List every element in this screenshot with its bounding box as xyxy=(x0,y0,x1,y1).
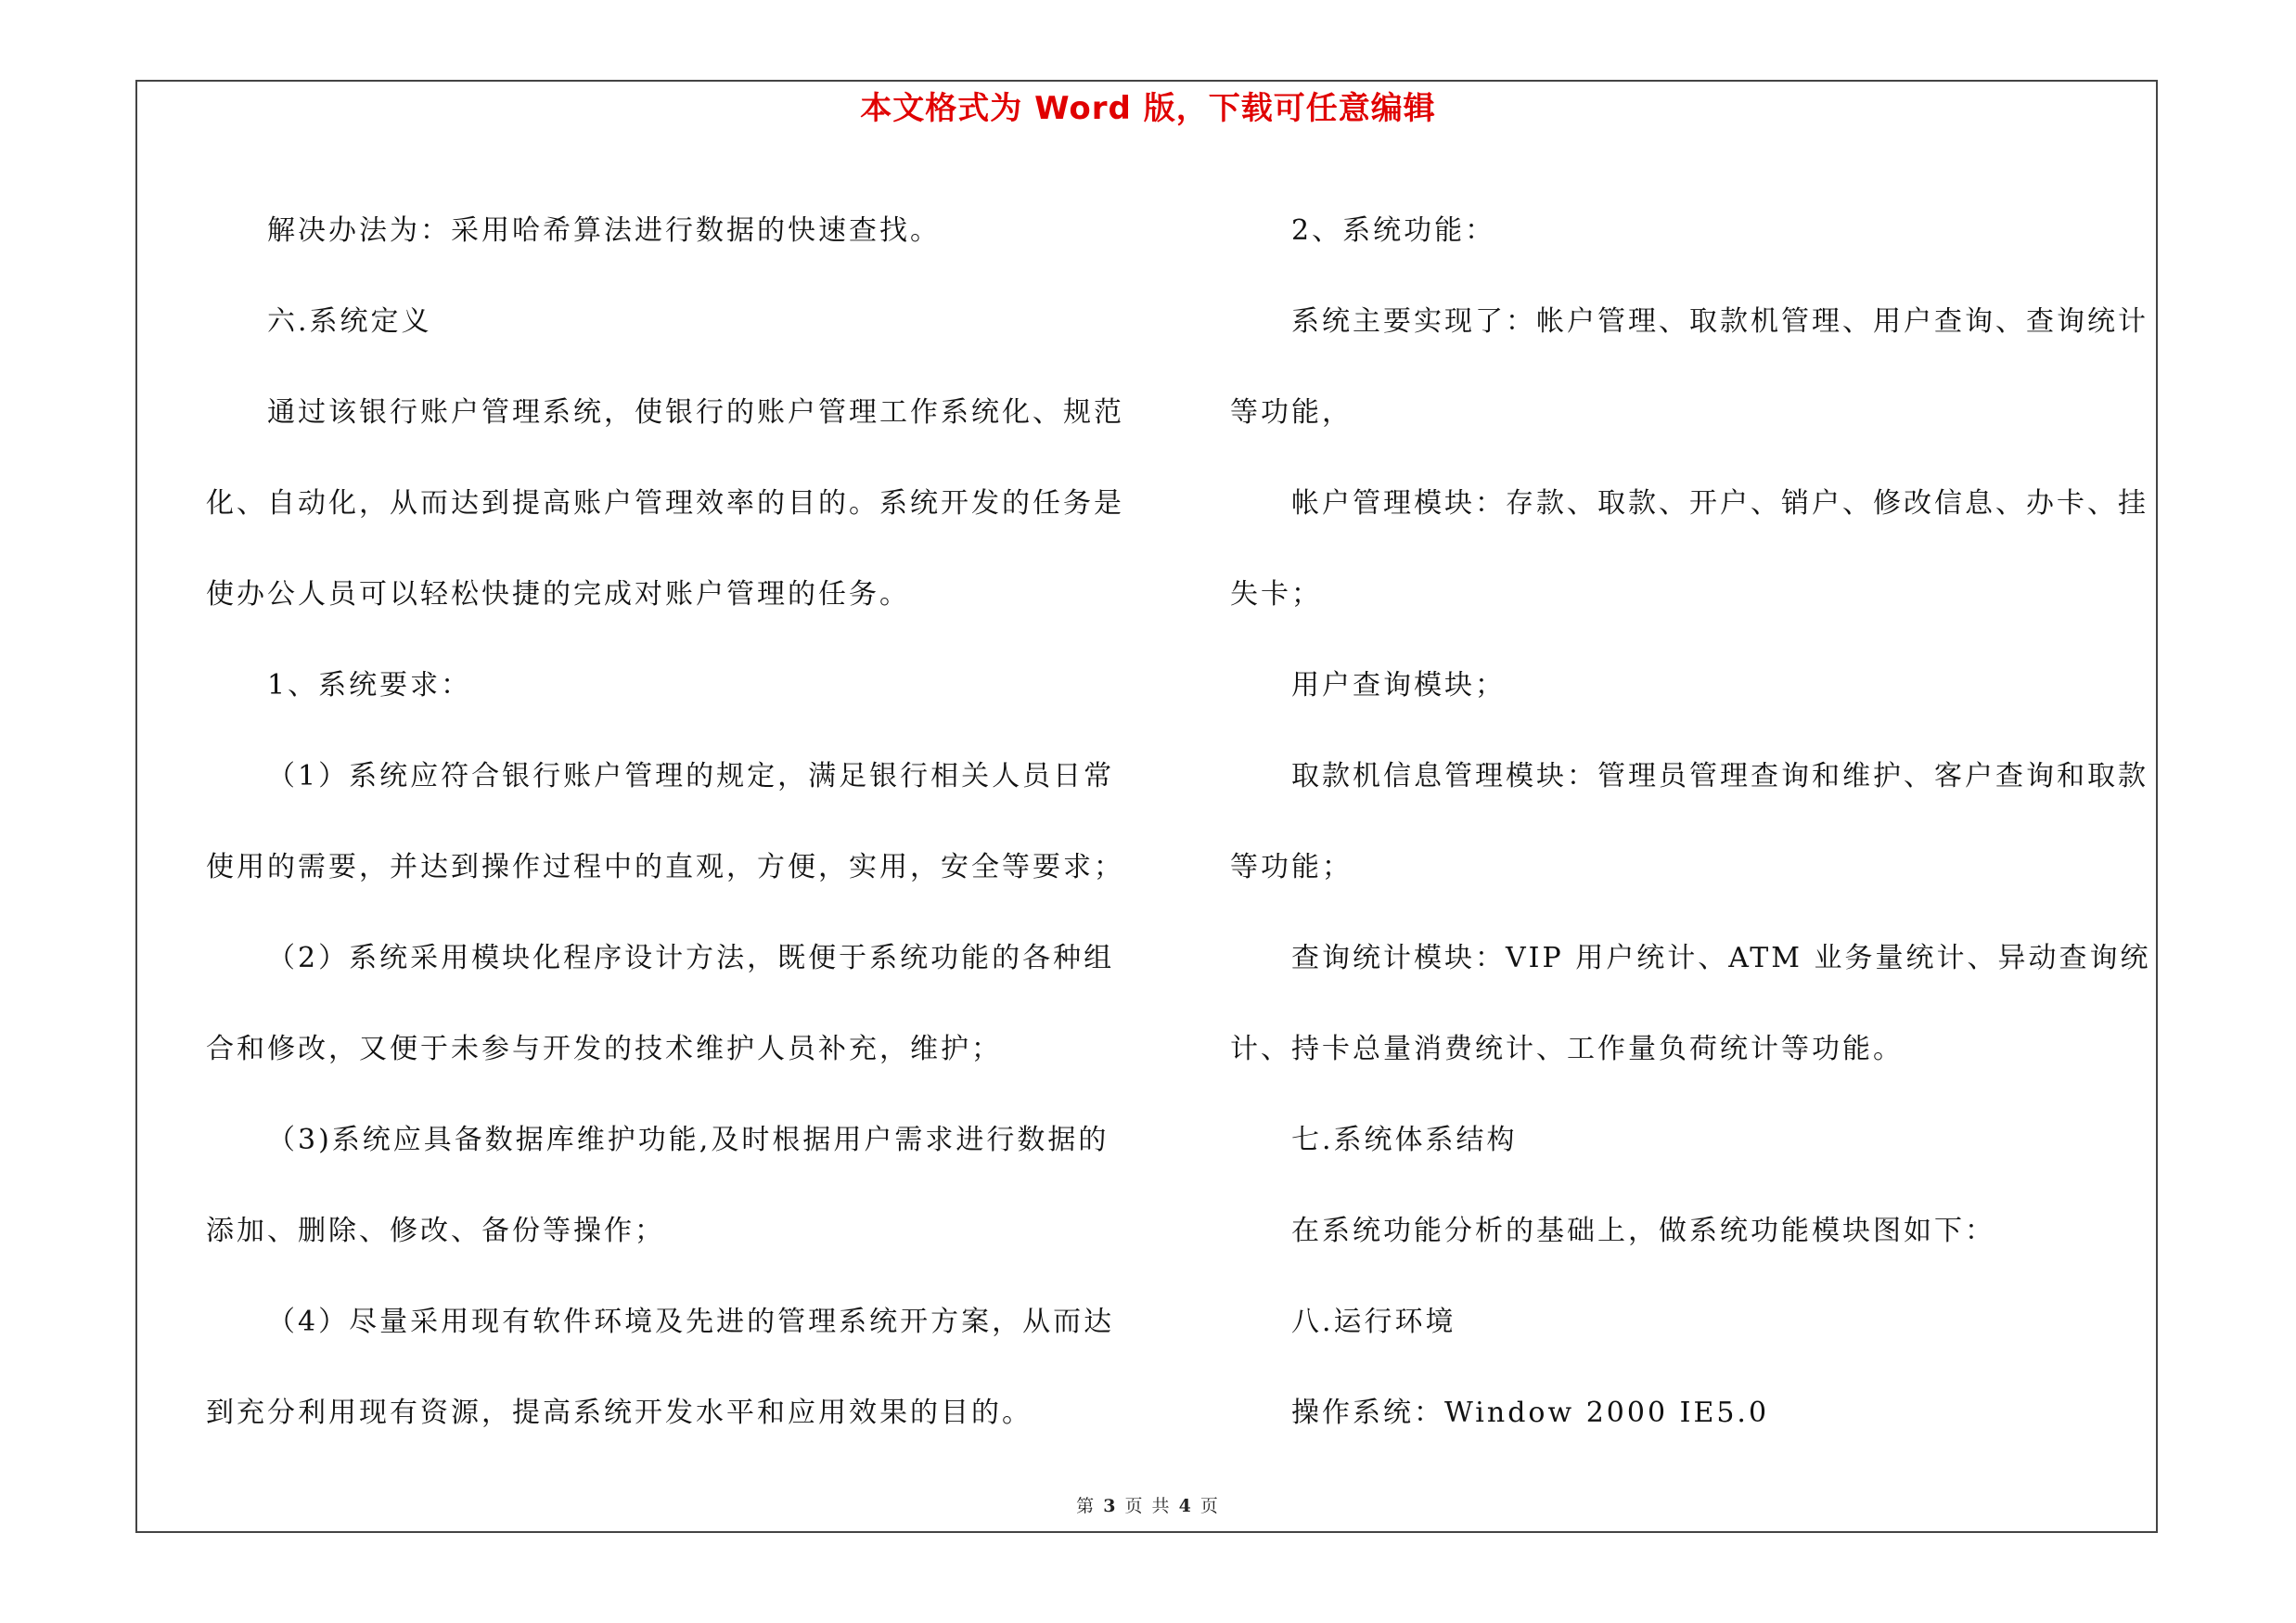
module-item: 帐户管理模块：存款、取款、开户、销户、修改信息、办卡、挂失卡； xyxy=(1230,487,2148,611)
footer-middle: 页 共 xyxy=(1124,1496,1172,1516)
section-heading: 六.系统定义 xyxy=(267,305,432,338)
section-heading: 八.运行环境 xyxy=(1291,1306,1456,1338)
requirement-item: （3)系统应具备数据库维护功能,及时根据用户需求进行数据的添加、删除、修改、备份等操作； xyxy=(206,1124,1110,1247)
paragraph: 通过该银行账户管理系统，使银行的账户管理工作系统化、规范化、自动化，从而达到提高账户管理效率的目的。系统开发的任务是使办公人员可以轻松快捷的完成对账户管理的任务。 xyxy=(206,396,1124,611)
section-heading: 七.系统体系结构 xyxy=(1291,1124,1518,1156)
paragraph: 操作系统：Window 2000 IE5.0 xyxy=(1291,1397,1770,1429)
left-column xyxy=(206,186,1134,1459)
total-pages-number: 4 xyxy=(1178,1496,1193,1516)
subsection-heading: 1、系统要求： xyxy=(267,669,472,702)
page-footer xyxy=(0,1494,2296,1518)
requirement-item: （4）尽量采用现有软件环境及先进的管理系统开方案，从而达到充分利用现有资源，提高系统开发水平和应用效果的目的。 xyxy=(206,1306,1115,1429)
subsection-heading: 2、系统功能： xyxy=(1291,214,1496,247)
paragraph: 系统主要实现了：帐户管理、取款机管理、用户查询、查询统计等功能， xyxy=(1230,305,2148,429)
module-item: 查询统计模块：VIP 用户统计、ATM 业务量统计、异动查询统计、持卡总量消费统计、工作量负荷统计等功能。 xyxy=(1230,942,2151,1065)
word-format-banner: 本文格式为 Word 版，下载可任意编辑 xyxy=(860,90,1436,127)
right-column xyxy=(1230,186,2169,1459)
paragraph: 解决办法为：采用哈希算法进行数据的快速查找。 xyxy=(267,214,941,247)
module-item: 取款机信息管理模块：管理员管理查询和维护、客户查询和取款等功能； xyxy=(1230,760,2148,883)
paragraph: 在系统功能分析的基础上，做系统功能模块图如下： xyxy=(1291,1215,1995,1247)
module-item: 用户查询模块； xyxy=(1291,669,1506,702)
requirement-item: （1）系统应符合银行账户管理的规定，满足银行相关人员日常使用的需要，并达到操作过程中的直观，方便，实用，安全等要求； xyxy=(206,760,1124,883)
current-page-number: 3 xyxy=(1103,1496,1118,1516)
requirement-item: （2）系统采用模块化程序设计方法，既便于系统功能的各种组合和修改，又便于未参与开发的技术维护人员补充，维护； xyxy=(206,942,1115,1065)
footer-suffix: 页 xyxy=(1199,1496,1220,1516)
footer-prefix: 第 xyxy=(1076,1496,1097,1516)
